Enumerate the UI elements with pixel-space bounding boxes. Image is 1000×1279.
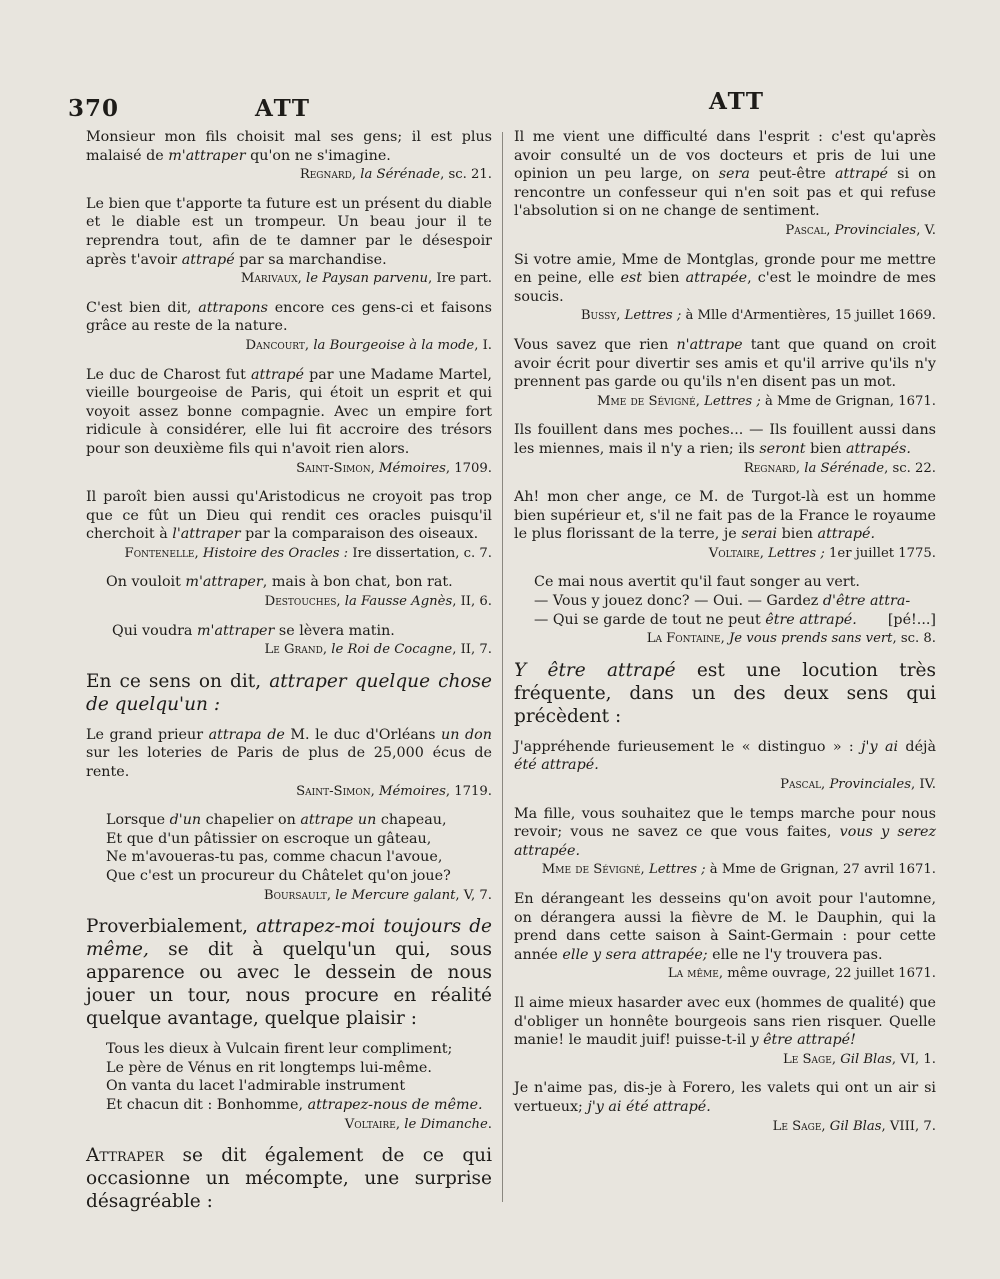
quote-text: Le duc de Charost fut attrapé par une Madame Martel, vieille bourgeoise de Paris, qui étoit un esprit et qui voyoit assez bonne compagnie. Avec un empire fort ridicule à considérer, elle lui fit accroire des trésors pour son deuxième fils qui n'avoit rien alors. <box>86 366 492 457</box>
quote-le-sage-2 <box>514 1079 936 1136</box>
citation: Le Sage, Gil Blas, VI, 1. <box>783 1051 936 1067</box>
page-number: 370 <box>68 95 120 122</box>
quote-text: C'est bien dit, attrapons encore ces gens-ci et faisons grâce au reste de la nature. <box>86 299 492 335</box>
quote-text: Le grand prieur attrapa de M. le duc d'Orléans un don sur les loteries de Paris de plus de 25,000 écus de rente. <box>86 726 492 781</box>
verse-line: Et chacun dit : Bonhomme, attrapez-nous de même. <box>106 1096 483 1113</box>
quote-destouches <box>86 573 492 611</box>
definition-heading-2: Attraper se dit également de ce qui occasionne un mécompte, une surprise désagréable : <box>86 1145 492 1213</box>
verse-line: Et que d'un pâtissier on escroque un gâteau, <box>106 830 432 847</box>
citation: Le Grand, le Roi de Cocagne, II, 7. <box>264 642 492 658</box>
citation: Boursault, le Mercure galant, V, 7. <box>263 887 492 903</box>
quote-la-meme <box>514 890 936 984</box>
quote-text: Le bien que t'apporte ta future est un présent du diable et le diable est un trompeur. Un beau jour il te reprendra tout, afin de te damner par le désespoir après t'avoir attrapé par sa marchandise. <box>86 195 492 268</box>
verse-line: Lorsque d'un chapelier on attrape un chapeau, <box>106 812 447 829</box>
quote-text: Je n'aime pas, dis-je à Forero, les valets qui ont un air si vertueux; j'y ai été attrapé. <box>514 1080 936 1115</box>
left-running-head: ATT <box>255 95 311 122</box>
quote-fontenelle <box>86 488 492 563</box>
quote-text: Qui voudra m'attraper se lèvera matin. <box>112 622 395 639</box>
citation: La même, même ouvrage, 22 juillet 1671. <box>667 966 936 982</box>
locution-heading: Y être attrapé est une locution très fréquente, dans un des deux sens qui précèdent : <box>514 659 936 727</box>
right-running-head: ATT <box>709 88 765 115</box>
quote-text: Monsieur mon fils choisit mal ses gens; il est plus malaisé de m'attraper qu'on ne s'imagine. <box>86 129 492 164</box>
citation: Mme de Sévigné, Lettres ; à Mme de Grignan, 1671. <box>596 393 936 409</box>
quote-text: Il me vient une difficulté dans l'esprit : c'est qu'après avoir consulté un de vos docteurs et pris de lui une opinion un peu large, on sera peut-être attrapé si on rencontre un confesseur qui n'en soit pas et qui refuse l'absolution si on ne change de sentiment. <box>514 129 936 220</box>
quote-text: On vouloit m'attraper, mais à bon chat, bon rat. <box>106 574 453 591</box>
citation: La Fontaine, Je vous prends sans vert, sc. 8. <box>646 631 936 647</box>
citation: Regnard, la Sérénade, sc. 21. <box>299 167 492 183</box>
quote-saint-simon-1 <box>86 366 492 479</box>
citation: Pascal, Provinciales, IV. <box>780 777 936 793</box>
verse-la-fontaine <box>514 573 936 648</box>
definition-heading: En ce sens on dit, attraper quelque chose de quelqu'un : <box>86 670 492 715</box>
quote-le-grand <box>86 622 492 660</box>
citation: Pascal, Provinciales, V. <box>785 222 936 238</box>
citation: Fontenelle, Histoire des Oracles : Ire dissertation, c. 7. <box>124 545 492 561</box>
quote-text: Il paroît bien aussi qu'Aristodicus ne croyoit pas trop que ce fût un Dieu qui rendit ces oracles puisqu'il cherchoit à l'attraper par la comparaison des oiseaux. <box>86 489 492 543</box>
verse-line: — Qui se garde de tout ne peut être attrapé. [pé!...] <box>534 611 936 628</box>
verse-line: Le père de Vénus en rit longtemps lui-même. <box>106 1059 432 1076</box>
citation: Destouches, la Fausse Agnès, II, 6. <box>264 594 492 610</box>
quote-text: En dérangeant les desseins qu'on avoit pour l'automne, on dérangera aussi la fièvre de M. le Dauphin, qui la prend dans cette saison à Saint-Germain : pour cette année elle y sera attrapée; elle ne l'y trouvera pas. <box>514 891 936 963</box>
verse-line: Tous les dieux à Vulcain firent leur compliment; <box>106 1041 453 1058</box>
verse-line: Ce mai nous avertit qu'il faut songer au vert. <box>534 574 860 591</box>
quote-voltaire-letter <box>514 488 936 563</box>
quote-text: Ma fille, vous souhaitez que le temps marche pour nous revoir; vous ne savez ce que vous faites, vous y serez attrapée. <box>514 805 936 859</box>
quote-text: Si votre amie, Mme de Montglas, gronde pour me mettre en peine, elle est bien attrapée, c'est le moindre de mes soucis. <box>514 251 936 305</box>
citation: Saint-Simon, Mémoires, 1709. <box>296 460 492 476</box>
citation: Dancourt, la Bourgeoise à la mode, I. <box>245 337 492 353</box>
quote-sevigne-2 <box>514 805 936 880</box>
left-column <box>86 128 492 1213</box>
citation: Marivaux, le Paysan parvenu, Ire part. <box>240 271 492 287</box>
proverb-heading: Proverbialement, attrapez-moi toujours de même, se dit à quelqu'un qui, sous apparence ou avec le dessein de nous jouer un tour, nous procure en réalité quelque avantage, quelque plaisir : <box>86 916 492 1030</box>
quote-text: Il aime mieux hasarder avec eux (hommes de qualité) que d'obliger un honnête bourgeois sans rien risquer. Quelle manie! le maudit juif! puisse-t-il y être attrapé! <box>514 994 936 1049</box>
citation: Saint-Simon, Mémoires, 1719. <box>296 783 492 799</box>
quote-sevigne-1 <box>514 336 936 411</box>
citation: Voltaire, le Dimanche. <box>344 1116 492 1132</box>
citation: Bussy, Lettres ; à Mlle d'Armentières, 15 juillet 1669. <box>580 308 936 324</box>
quote-text: Vous savez que rien n'attrape tant que quand on croit avoir écrit pour divertir ses amis et qu'il arrive qu'ils n'y prennent pas garde ou qu'ils n'en disent pas un mot. <box>514 336 937 391</box>
quote-text: Ils fouillent dans mes poches... — Ils fouillent aussi dans les miennes, mais il n'y a rien; ils seront bien attrapés. <box>514 422 936 457</box>
quote-regnard-2 <box>514 421 936 478</box>
right-column <box>514 128 936 1136</box>
quote-saint-simon-2 <box>86 726 492 801</box>
verse-line: On vanta du lacet l'admirable instrument <box>106 1078 406 1095</box>
quote-pascal-2 <box>514 738 936 795</box>
quote-le-sage-1 <box>514 994 936 1069</box>
quote-marivaux <box>86 195 492 289</box>
verse-line: Que c'est un procureur du Châtelet qu'on joue? <box>106 868 451 884</box>
verse-line: — Vous y jouez donc? — Oui. — Gardez d'être attra- <box>534 593 911 610</box>
quote-regnard-1 <box>86 128 492 185</box>
verse-line: Ne m'avoueras-tu pas, comme chacun l'avoue, <box>106 849 443 866</box>
quote-bussy <box>514 251 936 326</box>
quote-text: J'appréhende furieusement le « distinguo » : j'y ai déjà été attrapé. <box>514 738 936 774</box>
quote-dancourt <box>86 299 492 356</box>
verse-boursault <box>86 811 492 905</box>
citation: Le Sage, Gil Blas, VIII, 7. <box>772 1118 936 1134</box>
quote-pascal-1 <box>514 128 936 241</box>
column-divider <box>502 132 503 1202</box>
quote-text: Ah! mon cher ange, ce M. de Turgot-là est un homme bien supérieur et, s'il ne fait pas de la France le royaume le plus florissant de la terre, je serai bien attrapé. <box>514 489 936 543</box>
citation: Mme de Sévigné, Lettres ; à Mme de Grignan, 27 avril 1671. <box>541 862 936 878</box>
verse-voltaire <box>86 1040 492 1134</box>
citation: Voltaire, Lettres ; 1er juillet 1775. <box>708 545 936 561</box>
citation: Regnard, la Sérénade, sc. 22. <box>743 460 936 476</box>
